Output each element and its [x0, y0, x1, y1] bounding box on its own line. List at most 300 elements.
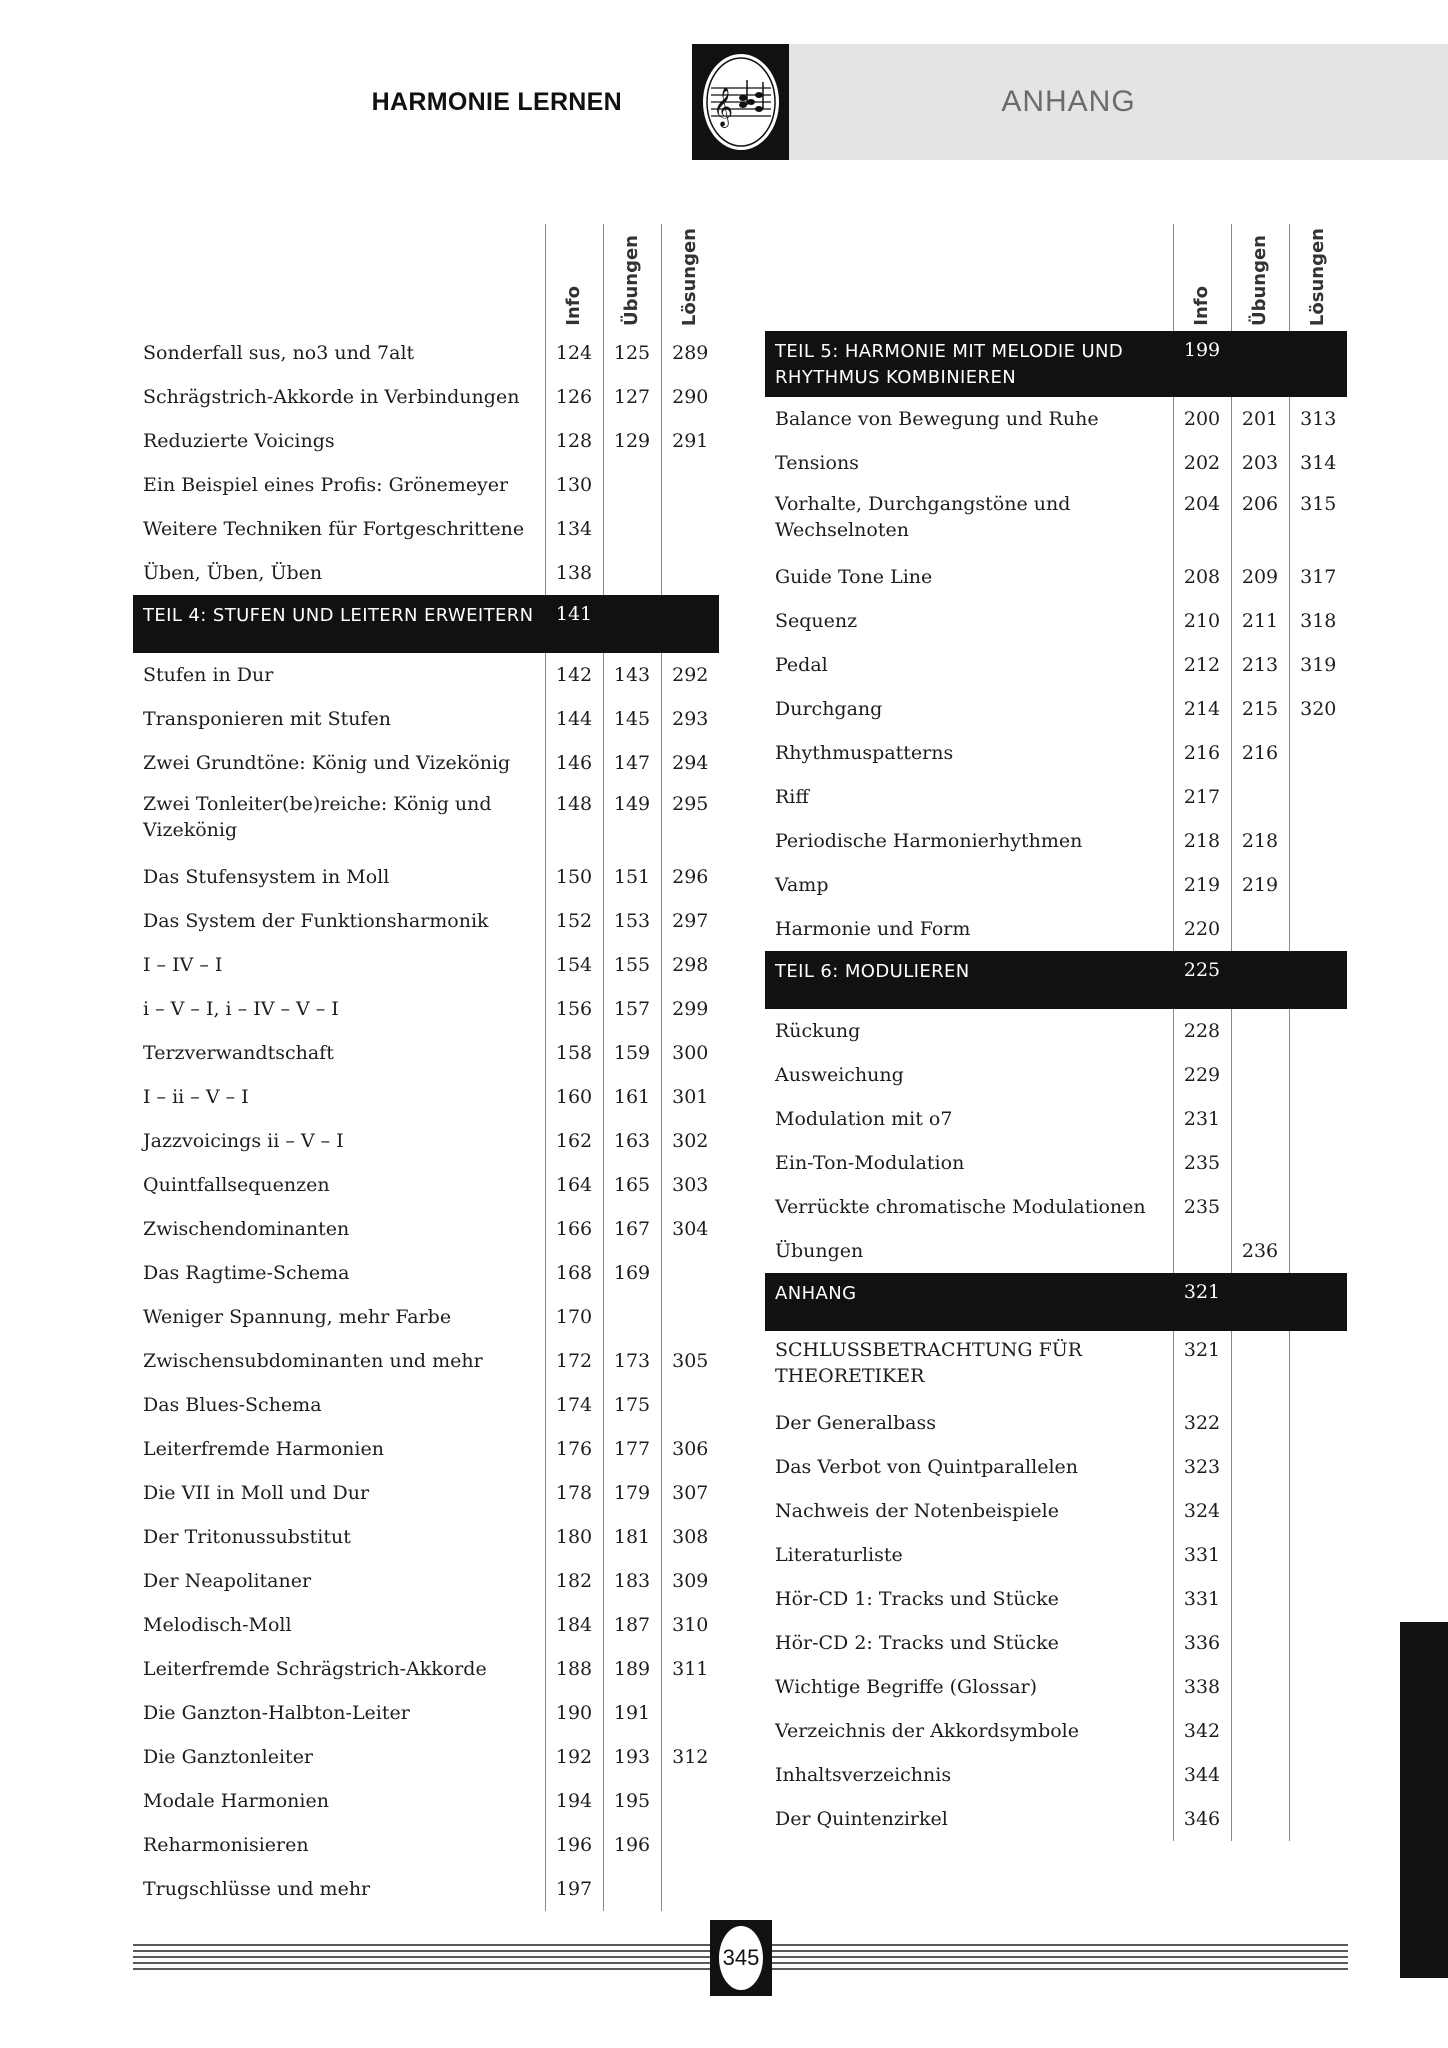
- info-page: 192: [545, 1735, 603, 1779]
- loesungen-page: 311: [661, 1647, 719, 1691]
- entry-title: Literaturliste: [775, 1544, 903, 1567]
- loesungen-page: [1289, 1097, 1347, 1141]
- index-row: [133, 331, 719, 375]
- index-row: [133, 1075, 719, 1119]
- entry-title: Quintfallsequenzen: [143, 1174, 330, 1197]
- info-page: 210: [1173, 599, 1231, 643]
- uebungen-page: 125: [603, 331, 661, 375]
- column-header-loesungen: Lösungen: [1289, 224, 1347, 331]
- uebungen-page: 145: [603, 697, 661, 741]
- index-row: [765, 1185, 1347, 1229]
- index-row: [765, 1141, 1347, 1185]
- loesungen-page: [1289, 731, 1347, 775]
- entry-title: Vamp: [775, 874, 829, 897]
- index-row: [133, 1603, 719, 1647]
- entry-title: Hör-CD 2: Tracks und Stücke: [775, 1632, 1059, 1655]
- uebungen-page: [603, 507, 661, 551]
- index-row: [133, 1339, 719, 1383]
- uebungen-page: [1231, 1797, 1289, 1841]
- uebungen-page: [1231, 1331, 1289, 1401]
- loesungen-page: 312: [661, 1735, 719, 1779]
- index-rows-left: [133, 331, 719, 1911]
- uebungen-page: 213: [1231, 643, 1289, 687]
- index-row: [133, 987, 719, 1031]
- info-page: 156: [545, 987, 603, 1031]
- loesungen-page: 307: [661, 1471, 719, 1515]
- entry-title: Ein-Ton-Modulation: [775, 1152, 965, 1175]
- info-page: 180: [545, 1515, 603, 1559]
- loesungen-page: [661, 1691, 719, 1735]
- uebungen-page: 177: [603, 1427, 661, 1471]
- logo: [692, 44, 789, 160]
- uebungen-page: [1231, 1753, 1289, 1797]
- index-row: [765, 397, 1347, 441]
- entry-title: Das System der Funktionsharmonik: [143, 910, 489, 933]
- uebungen-page: 127: [603, 375, 661, 419]
- loesungen-page: 293: [661, 697, 719, 741]
- loesungen-page: 291: [661, 419, 719, 463]
- column-header-loesungen: Lösungen: [661, 224, 719, 331]
- entry-title: Die VII in Moll und Dur: [143, 1482, 370, 1505]
- info-page: 219: [1173, 863, 1231, 907]
- loesungen-page: [1289, 1401, 1347, 1445]
- index-row: [765, 863, 1347, 907]
- loesungen-page: [1289, 1185, 1347, 1229]
- index-row: [133, 943, 719, 987]
- entry-title: Weniger Spannung, mehr Farbe: [143, 1306, 452, 1329]
- index-row: [133, 419, 719, 463]
- info-page: 197: [545, 1867, 603, 1911]
- index-row: [765, 1053, 1347, 1097]
- uebungen-page: [1231, 951, 1289, 1009]
- uebungen-page: 149: [603, 785, 661, 855]
- column-header-uebungen: Übungen: [603, 224, 661, 331]
- uebungen-page: 153: [603, 899, 661, 943]
- loesungen-page: [1289, 863, 1347, 907]
- uebungen-page: 179: [603, 1471, 661, 1515]
- loesungen-page: 300: [661, 1031, 719, 1075]
- loesungen-page: 315: [1289, 485, 1347, 555]
- info-page: 336: [1173, 1621, 1231, 1665]
- entry-title: Zwischensubdominanten und mehr: [143, 1350, 483, 1373]
- uebungen-page: [1231, 907, 1289, 951]
- info-page: 231: [1173, 1097, 1231, 1141]
- info-page: 168: [545, 1251, 603, 1295]
- info-page: 199: [1173, 331, 1231, 397]
- index-row: [765, 485, 1347, 555]
- entry-title: Stufen in Dur: [143, 664, 274, 687]
- uebungen-page: [1231, 775, 1289, 819]
- entry-title: Ausweichung: [775, 1064, 904, 1087]
- index-row: [133, 1515, 719, 1559]
- entry-title: ANHANG: [765, 1273, 1173, 1331]
- page-number-badge: [710, 1920, 772, 1996]
- index-row: [765, 1445, 1347, 1489]
- loesungen-page: [1289, 1489, 1347, 1533]
- index-row: [133, 1031, 719, 1075]
- uebungen-page: 209: [1231, 555, 1289, 599]
- loesungen-page: 304: [661, 1207, 719, 1251]
- info-page: 202: [1173, 441, 1231, 485]
- uebungen-page: [1231, 1445, 1289, 1489]
- loesungen-page: [1289, 1229, 1347, 1273]
- index-row: [133, 653, 719, 697]
- loesungen-page: [1289, 1053, 1347, 1097]
- info-page: 235: [1173, 1185, 1231, 1229]
- entry-title: Tensions: [775, 452, 859, 475]
- index-row: [765, 1097, 1347, 1141]
- info-page: 142: [545, 653, 603, 697]
- info-page: 216: [1173, 731, 1231, 775]
- uebungen-page: [603, 1295, 661, 1339]
- entry-title: Terzverwandtschaft: [143, 1042, 334, 1065]
- loesungen-page: [1289, 1621, 1347, 1665]
- entry-title: Das Verbot von Quintparallelen: [775, 1456, 1078, 1479]
- index-rows-right: [765, 331, 1347, 1841]
- index-row: [133, 899, 719, 943]
- uebungen-page: [1231, 1621, 1289, 1665]
- uebungen-page: [1231, 1401, 1289, 1445]
- loesungen-page: [1289, 819, 1347, 863]
- svg-text:𝄞: 𝄞: [712, 87, 733, 127]
- info-page: 162: [545, 1119, 603, 1163]
- info-page: 166: [545, 1207, 603, 1251]
- entry-title: Verzeichnis der Akkordsymbole: [775, 1720, 1079, 1743]
- entry-title: Weitere Techniken für Fortgeschrittene: [143, 518, 525, 541]
- section-title: ANHANG: [1001, 85, 1136, 118]
- loesungen-page: [661, 551, 719, 595]
- index-row: [765, 555, 1347, 599]
- loesungen-page: 297: [661, 899, 719, 943]
- info-page: 212: [1173, 643, 1231, 687]
- loesungen-page: [1289, 1797, 1347, 1841]
- loesungen-page: 294: [661, 741, 719, 785]
- uebungen-page: [1231, 1709, 1289, 1753]
- loesungen-page: 314: [1289, 441, 1347, 485]
- entry-title: Leiterfremde Schrägstrich-Akkorde: [143, 1658, 487, 1681]
- index-row: [133, 1867, 719, 1911]
- entry-title: Melodisch-Moll: [143, 1614, 292, 1637]
- info-page: 154: [545, 943, 603, 987]
- info-page: 331: [1173, 1533, 1231, 1577]
- index-row: [765, 1489, 1347, 1533]
- loesungen-page: 320: [1289, 687, 1347, 731]
- uebungen-page: 203: [1231, 441, 1289, 485]
- index-row: [765, 1753, 1347, 1797]
- loesungen-page: 305: [661, 1339, 719, 1383]
- entry-title: Reduzierte Voicings: [143, 430, 335, 453]
- index-row: [133, 1779, 719, 1823]
- info-page: 144: [545, 697, 603, 741]
- info-page: 220: [1173, 907, 1231, 951]
- loesungen-page: 310: [661, 1603, 719, 1647]
- loesungen-page: 308: [661, 1515, 719, 1559]
- uebungen-page: [603, 551, 661, 595]
- loesungen-page: 313: [1289, 397, 1347, 441]
- entry-title: Transponieren mit Stufen: [143, 708, 392, 731]
- entry-title: Zwei Grundtöne: König und Vizekönig: [143, 752, 511, 775]
- loesungen-page: [1289, 331, 1347, 397]
- info-page: 204: [1173, 485, 1231, 555]
- index-row: [765, 1229, 1347, 1273]
- entry-title: Trugschlüsse und mehr: [143, 1878, 371, 1901]
- entry-title: Die Ganzton-Halbton-Leiter: [143, 1702, 410, 1725]
- uebungen-page: [1231, 1097, 1289, 1141]
- index-row: [133, 697, 719, 741]
- loesungen-page: [1289, 1141, 1347, 1185]
- loesungen-page: [661, 1779, 719, 1823]
- index-row: [133, 1163, 719, 1207]
- index-row: [133, 741, 719, 785]
- info-page: 338: [1173, 1665, 1231, 1709]
- index-row: [133, 1559, 719, 1603]
- index-table-right: [765, 224, 1347, 1841]
- uebungen-page: 159: [603, 1031, 661, 1075]
- info-page: 182: [545, 1559, 603, 1603]
- uebungen-page: [1231, 1141, 1289, 1185]
- uebungen-page: 206: [1231, 485, 1289, 555]
- entry-title: Reharmonisieren: [143, 1834, 309, 1857]
- uebungen-page: 147: [603, 741, 661, 785]
- info-page: 217: [1173, 775, 1231, 819]
- entry-title: Periodische Harmonierhythmen: [775, 830, 1083, 853]
- loesungen-page: [1289, 1009, 1347, 1053]
- loesungen-page: [1289, 1273, 1347, 1331]
- index-row: [765, 1401, 1347, 1445]
- entry-title: SCHLUSSBETRACHTUNG FÜR THEORETIKER: [775, 1339, 1083, 1388]
- info-page: 324: [1173, 1489, 1231, 1533]
- entry-title: Der Neapolitaner: [143, 1570, 312, 1593]
- uebungen-page: [1231, 331, 1289, 397]
- info-page: 138: [545, 551, 603, 595]
- info-page: 128: [545, 419, 603, 463]
- uebungen-page: 155: [603, 943, 661, 987]
- uebungen-page: 196: [603, 1823, 661, 1867]
- info-page: 344: [1173, 1753, 1231, 1797]
- uebungen-page: [1231, 1533, 1289, 1577]
- chapter-thumb-tab: [1400, 1622, 1448, 1978]
- info-page: 321: [1173, 1331, 1231, 1401]
- column-header-info: Info: [1173, 224, 1231, 331]
- uebungen-page: 167: [603, 1207, 661, 1251]
- uebungen-page: 218: [1231, 819, 1289, 863]
- loesungen-page: [661, 1251, 719, 1295]
- index-row: [765, 775, 1347, 819]
- info-page: 141: [545, 595, 603, 653]
- info-page: 225: [1173, 951, 1231, 1009]
- info-page: 146: [545, 741, 603, 785]
- entry-title: Ein Beispiel eines Profis: Grönemeyer: [143, 474, 509, 497]
- info-page: 342: [1173, 1709, 1231, 1753]
- loesungen-page: 289: [661, 331, 719, 375]
- uebungen-page: 169: [603, 1251, 661, 1295]
- uebungen-page: 201: [1231, 397, 1289, 441]
- index-row: [765, 1709, 1347, 1753]
- loesungen-page: [1289, 1753, 1347, 1797]
- loesungen-page: 290: [661, 375, 719, 419]
- info-page: 196: [545, 1823, 603, 1867]
- loesungen-page: 301: [661, 1075, 719, 1119]
- loesungen-page: [1289, 1533, 1347, 1577]
- index-row: [133, 1207, 719, 1251]
- entry-title: Der Quintenzirkel: [775, 1808, 948, 1831]
- info-page: 158: [545, 1031, 603, 1075]
- index-row: [765, 441, 1347, 485]
- info-page: 190: [545, 1691, 603, 1735]
- loesungen-page: 295: [661, 785, 719, 855]
- index-row: [765, 1009, 1347, 1053]
- info-page: 160: [545, 1075, 603, 1119]
- uebungen-page: 187: [603, 1603, 661, 1647]
- info-page: 176: [545, 1427, 603, 1471]
- entry-title: TEIL 5: HARMONIE MIT MELODIE UND RHYTHMUS KOMBINIEREN: [765, 331, 1173, 397]
- section-heading-row: [765, 951, 1347, 1009]
- index-row: [133, 507, 719, 551]
- index-row: [765, 599, 1347, 643]
- info-page: 322: [1173, 1401, 1231, 1445]
- uebungen-page: [1231, 1273, 1289, 1331]
- info-page: 178: [545, 1471, 603, 1515]
- entry-title: Die Ganztonleiter: [143, 1746, 314, 1769]
- uebungen-page: [603, 595, 661, 653]
- section-heading-row: [133, 595, 719, 653]
- index-row: [133, 1295, 719, 1339]
- info-page: 172: [545, 1339, 603, 1383]
- entry-title: Rückung: [775, 1020, 861, 1043]
- info-page: 200: [1173, 397, 1231, 441]
- uebungen-page: 195: [603, 1779, 661, 1823]
- uebungen-page: [603, 463, 661, 507]
- entry-title: Der Generalbass: [775, 1412, 936, 1435]
- index-row: [765, 1797, 1347, 1841]
- index-row: [765, 687, 1347, 731]
- index-row: [765, 731, 1347, 775]
- uebungen-page: 219: [1231, 863, 1289, 907]
- entry-title: Riff: [775, 786, 809, 809]
- music-staff-chord-icon: [699, 50, 783, 154]
- uebungen-page: 157: [603, 987, 661, 1031]
- entry-title: Sequenz: [775, 610, 858, 633]
- entry-title: Üben, Üben, Üben: [143, 562, 323, 585]
- loesungen-page: [1289, 1709, 1347, 1753]
- section-header: [789, 44, 1448, 160]
- entry-title: Zwischendominanten: [143, 1218, 350, 1241]
- index-row: [133, 1691, 719, 1735]
- info-page: 331: [1173, 1577, 1231, 1621]
- loesungen-page: [1289, 775, 1347, 819]
- uebungen-page: 211: [1231, 599, 1289, 643]
- uebungen-page: [1231, 1577, 1289, 1621]
- column-header-uebungen: Übungen: [1231, 224, 1289, 331]
- index-row: [133, 1383, 719, 1427]
- entry-title: Vorhalte, Durchgangstöne und Wechselnoten: [775, 493, 1071, 542]
- index-row: [765, 1665, 1347, 1709]
- loesungen-page: [661, 463, 719, 507]
- entry-title: Nachweis der Notenbeispiele: [775, 1500, 1059, 1523]
- uebungen-page: [1231, 1009, 1289, 1053]
- entry-title: Modale Harmonien: [143, 1790, 329, 1813]
- uebungen-page: [603, 1867, 661, 1911]
- index-row: [133, 1823, 719, 1867]
- entry-title: Pedal: [775, 654, 828, 677]
- uebungen-page: 129: [603, 419, 661, 463]
- info-page: 152: [545, 899, 603, 943]
- index-row: [133, 855, 719, 899]
- loesungen-page: 296: [661, 855, 719, 899]
- loesungen-page: [661, 1867, 719, 1911]
- uebungen-page: 163: [603, 1119, 661, 1163]
- entry-title: Verrückte chromatische Modulationen: [775, 1196, 1146, 1219]
- entry-title: Inhaltsverzeichnis: [775, 1764, 952, 1787]
- loesungen-page: [661, 1383, 719, 1427]
- uebungen-page: [1231, 1185, 1289, 1229]
- entry-title: Wichtige Begriffe (Glossar): [775, 1676, 1038, 1699]
- entry-title: Der Tritonussubstitut: [143, 1526, 351, 1549]
- entry-title: Das Stufensystem in Moll: [143, 866, 390, 889]
- loesungen-page: 303: [661, 1163, 719, 1207]
- info-page: 346: [1173, 1797, 1231, 1841]
- entry-title: i – V – I, i – IV – V – I: [143, 998, 339, 1021]
- uebungen-page: 181: [603, 1515, 661, 1559]
- index-row: [133, 463, 719, 507]
- info-page: 164: [545, 1163, 603, 1207]
- info-page: 214: [1173, 687, 1231, 731]
- index-row: [133, 1735, 719, 1779]
- uebungen-page: 191: [603, 1691, 661, 1735]
- loesungen-page: [661, 1823, 719, 1867]
- loesungen-page: [1289, 907, 1347, 951]
- info-page: 126: [545, 375, 603, 419]
- index-row: [133, 1427, 719, 1471]
- uebungen-page: 165: [603, 1163, 661, 1207]
- loesungen-page: [1289, 1577, 1347, 1621]
- info-page: 218: [1173, 819, 1231, 863]
- info-page: 184: [545, 1603, 603, 1647]
- index-row: [765, 1533, 1347, 1577]
- entry-title: Das Blues-Schema: [143, 1394, 322, 1417]
- column-header-info: Info: [545, 224, 603, 331]
- section-heading-row: [765, 1273, 1347, 1331]
- uebungen-page: [1231, 1489, 1289, 1533]
- loesungen-page: [1289, 1445, 1347, 1489]
- entry-title: Leiterfremde Harmonien: [143, 1438, 384, 1461]
- info-page: 130: [545, 463, 603, 507]
- info-page: [1173, 1229, 1231, 1273]
- loesungen-page: 309: [661, 1559, 719, 1603]
- loesungen-page: [1289, 1665, 1347, 1709]
- index-row: [765, 1577, 1347, 1621]
- info-page: 188: [545, 1647, 603, 1691]
- loesungen-page: 306: [661, 1427, 719, 1471]
- info-page: 124: [545, 331, 603, 375]
- loesungen-page: 319: [1289, 643, 1347, 687]
- entry-title: Sonderfall sus, no3 und 7alt: [143, 342, 415, 365]
- entry-title: Zwei Tonleiter(be)reiche: König und Vizekönig: [143, 793, 492, 842]
- info-page: 174: [545, 1383, 603, 1427]
- page-number: 345: [719, 1926, 763, 1990]
- info-page: 170: [545, 1295, 603, 1339]
- index-row: [133, 1471, 719, 1515]
- uebungen-page: 236: [1231, 1229, 1289, 1273]
- index-row: [765, 1331, 1347, 1401]
- uebungen-page: [1231, 1053, 1289, 1097]
- entry-title: TEIL 6: MODULIEREN: [765, 951, 1173, 1009]
- info-page: 235: [1173, 1141, 1231, 1185]
- column-header-title: [765, 224, 1173, 331]
- index-row: [765, 1621, 1347, 1665]
- index-row: [133, 1119, 719, 1163]
- uebungen-page: 215: [1231, 687, 1289, 731]
